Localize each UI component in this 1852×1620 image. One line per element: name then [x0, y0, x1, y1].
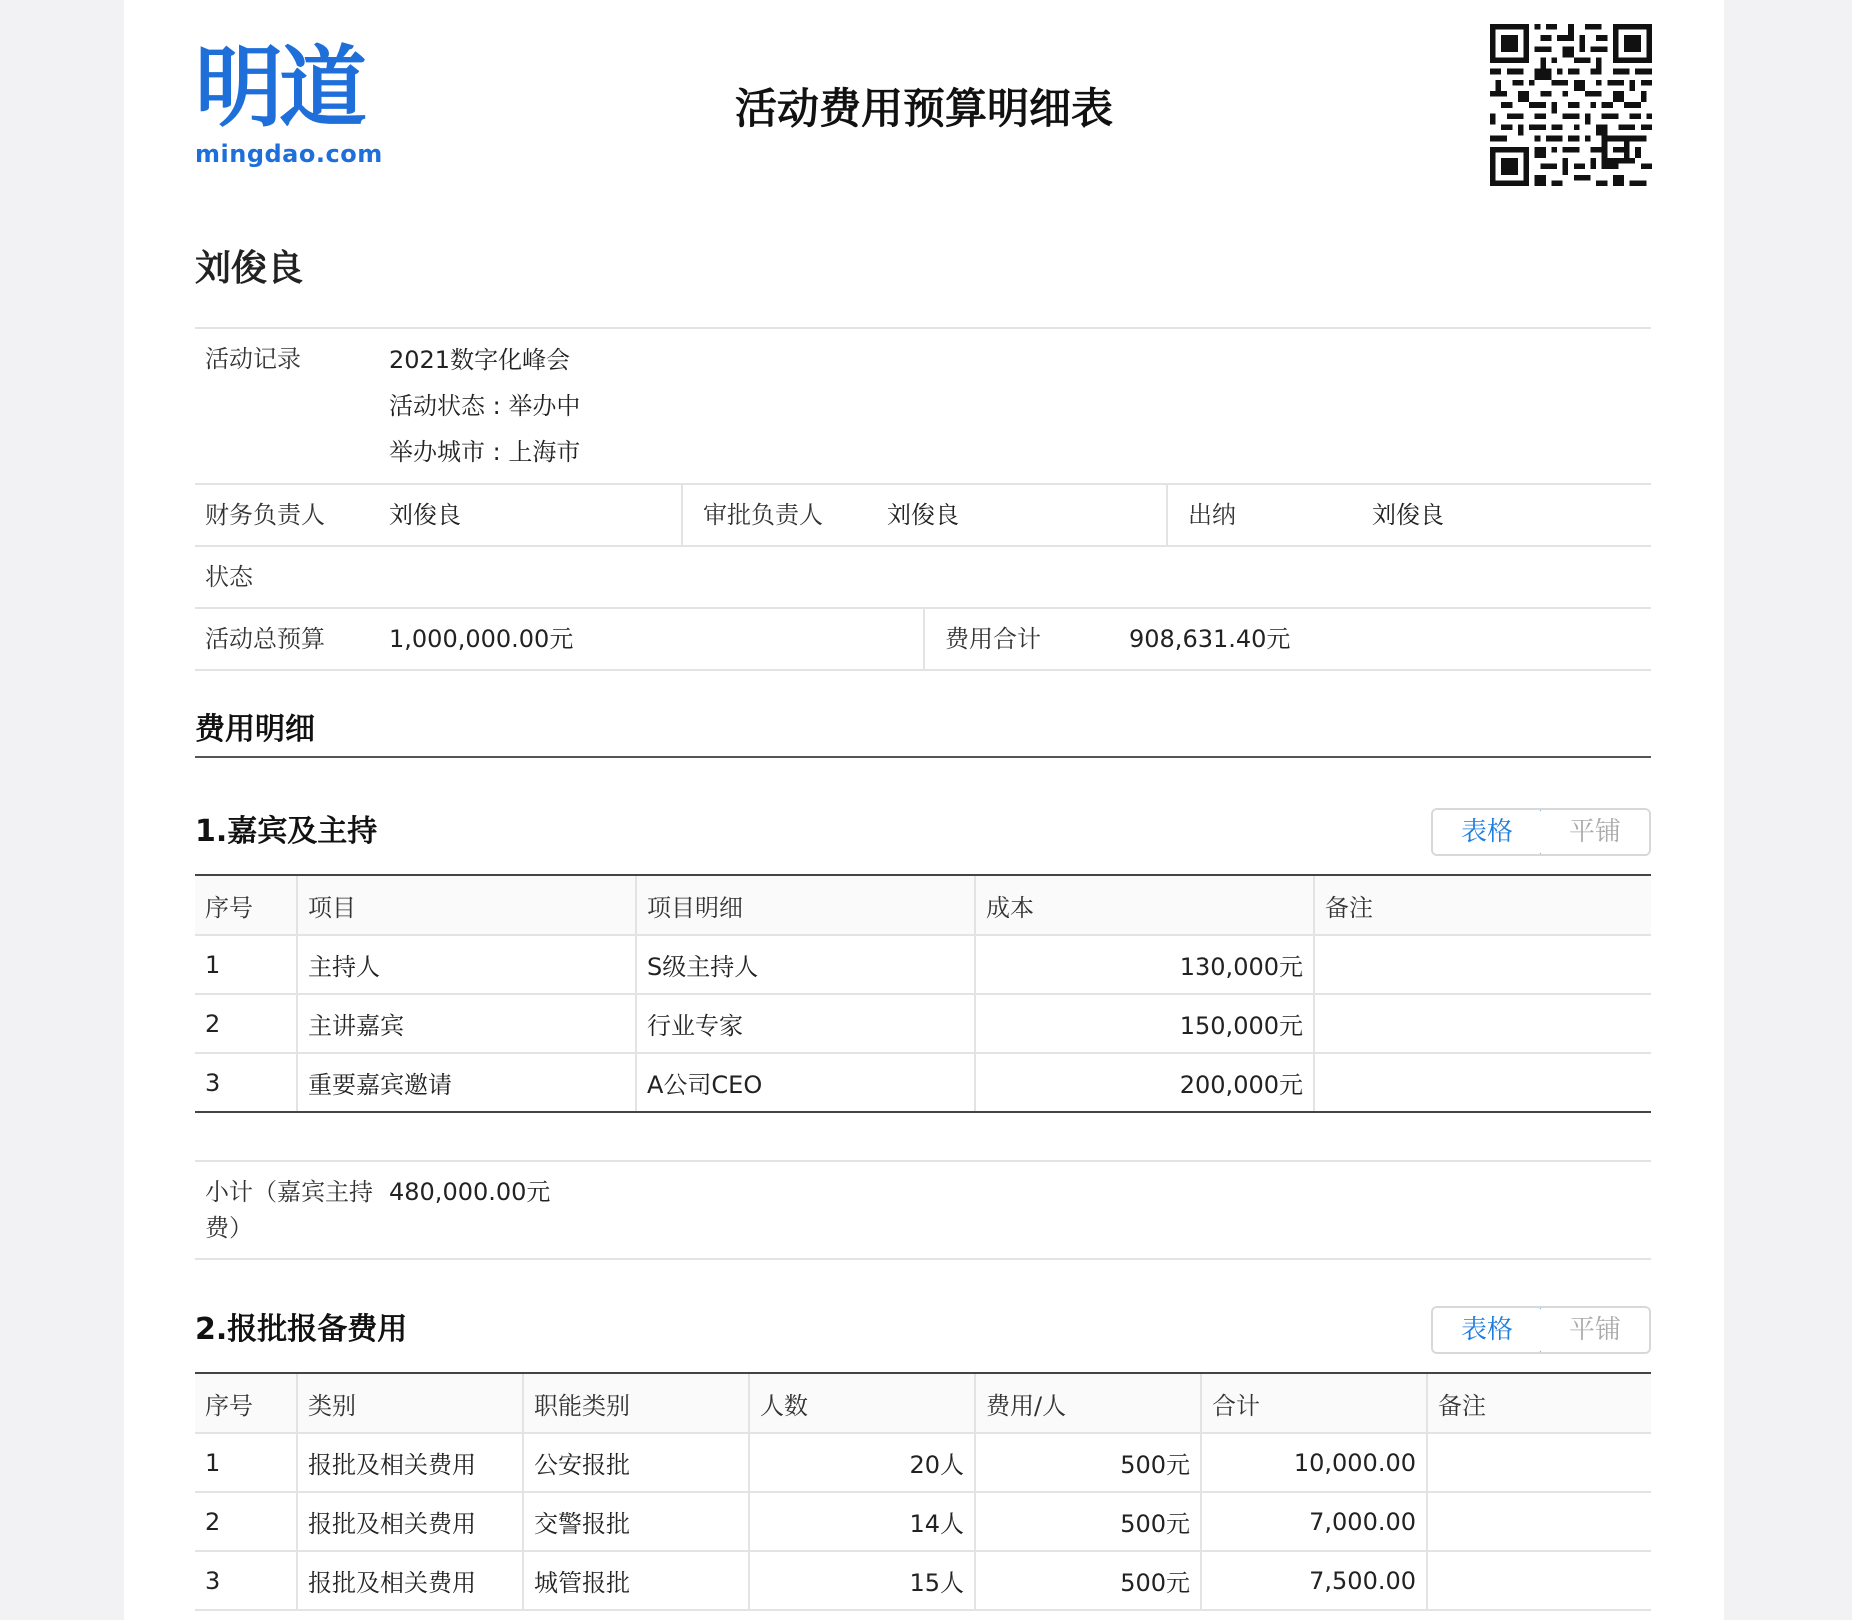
- finance-label: 财务负责人: [205, 501, 325, 529]
- cashier-label: 出纳: [1188, 501, 1236, 529]
- section1-tile-view-button[interactable]: 平铺: [1541, 810, 1649, 854]
- column-header: 职能类别: [523, 1373, 749, 1433]
- cell-category: 报批及相关费用: [297, 1433, 523, 1492]
- cell-per-person: 500元: [975, 1492, 1201, 1551]
- document-page: [124, 0, 1724, 1620]
- cell-item: 主讲嘉宾: [297, 994, 636, 1053]
- cell-index: 1: [195, 1433, 297, 1492]
- column-header: 费用/人: [975, 1373, 1201, 1433]
- cell-index: 2: [195, 1492, 297, 1551]
- activity-city: 举办城市 : 上海市: [389, 438, 581, 466]
- cell-item: 重要嘉宾邀请: [297, 1053, 636, 1112]
- subtotal-value: 480,000.00元: [389, 1178, 551, 1206]
- cell-remark: [1314, 935, 1651, 994]
- table-row[interactable]: [195, 994, 1651, 1053]
- cell-remark: [1314, 994, 1651, 1053]
- budget-value: 1,000,000.00元: [389, 625, 574, 653]
- budget-label: 活动总预算: [205, 625, 325, 653]
- section2-header-row: [195, 1373, 1651, 1433]
- status-value: [389, 547, 1651, 607]
- info-row-people: [195, 485, 1651, 547]
- cell-cost: 150,000元: [975, 994, 1314, 1053]
- table-row[interactable]: [195, 1053, 1651, 1112]
- column-header: 备注: [1427, 1373, 1651, 1433]
- section2-header: [195, 1306, 1651, 1354]
- cell-per-person: 500元: [975, 1433, 1201, 1492]
- cashier-cell: [1166, 485, 1651, 545]
- column-header: 合计: [1201, 1373, 1427, 1433]
- section1-subtotal: [195, 1160, 1651, 1260]
- cell-cost: 200,000元: [975, 1053, 1314, 1112]
- cell-total: 7,000.00: [1201, 1492, 1427, 1551]
- approver-cell: [681, 485, 1166, 545]
- table-row[interactable]: [195, 1551, 1651, 1610]
- column-header: 人数: [749, 1373, 975, 1433]
- approver-value: 刘俊良: [887, 501, 959, 529]
- document-title: 活动费用预算明细表: [734, 84, 1113, 133]
- section2-title: 2.报批报备费用: [195, 1312, 408, 1347]
- cell-headcount: 20人: [749, 1433, 975, 1492]
- table-row[interactable]: [195, 1492, 1651, 1551]
- info-row-budget: [195, 609, 1651, 671]
- cell-remark: [1427, 1492, 1651, 1551]
- cell-total: 10,000.00: [1201, 1433, 1427, 1492]
- status-label: 状态: [205, 563, 253, 591]
- details-heading: 费用明细: [195, 712, 315, 747]
- owner-name: 刘俊良: [195, 248, 304, 289]
- info-row-status: [195, 547, 1651, 609]
- section2-table-view-button[interactable]: 表格: [1431, 1306, 1543, 1354]
- cell-per-person: 500元: [975, 1551, 1201, 1610]
- cell-index: 3: [195, 1053, 297, 1112]
- column-header: 类别: [297, 1373, 523, 1433]
- cell-cost: 130,000元: [975, 935, 1314, 994]
- column-header: 成本: [975, 875, 1314, 935]
- logo-text: mingdao.com: [195, 140, 383, 168]
- column-header: 序号: [195, 1373, 297, 1433]
- finance-cell: [195, 485, 681, 545]
- total-label: 费用合计: [945, 625, 1041, 653]
- column-header: 项目明细: [636, 875, 975, 935]
- info-table: [195, 327, 1651, 671]
- activity-status: 活动状态 : 举办中: [389, 392, 581, 420]
- cell-remark: [1427, 1551, 1651, 1610]
- logo-mark: 明道: [195, 36, 364, 139]
- cell-headcount: 15人: [749, 1551, 975, 1610]
- table-row[interactable]: [195, 935, 1651, 994]
- cell-index: 2: [195, 994, 297, 1053]
- total-value: 908,631.40元: [1129, 625, 1291, 653]
- qr-code-icon: [1490, 24, 1652, 186]
- section1-table-view-button[interactable]: 表格: [1431, 808, 1543, 856]
- section1-title: 1.嘉宾及主持: [195, 814, 378, 849]
- column-header: 序号: [195, 875, 297, 935]
- cell-category: 报批及相关费用: [297, 1492, 523, 1551]
- cell-item-detail: 行业专家: [636, 994, 975, 1053]
- approver-label: 审批负责人: [703, 501, 823, 529]
- cashier-value: 刘俊良: [1372, 501, 1444, 529]
- finance-value: 刘俊良: [389, 501, 461, 529]
- cell-headcount: 14人: [749, 1492, 975, 1551]
- column-header: 项目: [297, 875, 636, 935]
- budget-cell: [195, 609, 923, 669]
- cell-function: 城管报批: [523, 1551, 749, 1610]
- section1-view-toggle: [1431, 808, 1651, 856]
- info-row-activity: [195, 329, 1651, 485]
- cell-remark: [1427, 1433, 1651, 1492]
- section2-table: [195, 1372, 1651, 1611]
- cell-index: 3: [195, 1551, 297, 1610]
- table-row[interactable]: [195, 1433, 1651, 1492]
- activity-record[interactable]: [389, 329, 1651, 483]
- section1-header: [195, 808, 1651, 856]
- subtotal-label: 小计（嘉宾主持费）: [205, 1178, 373, 1242]
- cell-function: 公安报批: [523, 1433, 749, 1492]
- section1-table: [195, 874, 1651, 1113]
- cell-category: 报批及相关费用: [297, 1551, 523, 1610]
- section2-tile-view-button[interactable]: 平铺: [1541, 1308, 1649, 1352]
- section2-view-toggle: [1431, 1306, 1651, 1354]
- cell-item-detail: A公司CEO: [636, 1053, 975, 1112]
- cell-total: 7,500.00: [1201, 1551, 1427, 1610]
- cell-item-detail: S级主持人: [636, 935, 975, 994]
- column-header: 备注: [1314, 875, 1651, 935]
- cell-item: 主持人: [297, 935, 636, 994]
- activity-name: 2021数字化峰会: [389, 346, 571, 374]
- cell-index: 1: [195, 935, 297, 994]
- cell-remark: [1314, 1053, 1651, 1112]
- details-rule: [195, 756, 1651, 758]
- cell-function: 交警报批: [523, 1492, 749, 1551]
- total-cell: [923, 609, 1651, 669]
- section1-header-row: [195, 875, 1651, 935]
- activity-label: 活动记录: [205, 345, 301, 373]
